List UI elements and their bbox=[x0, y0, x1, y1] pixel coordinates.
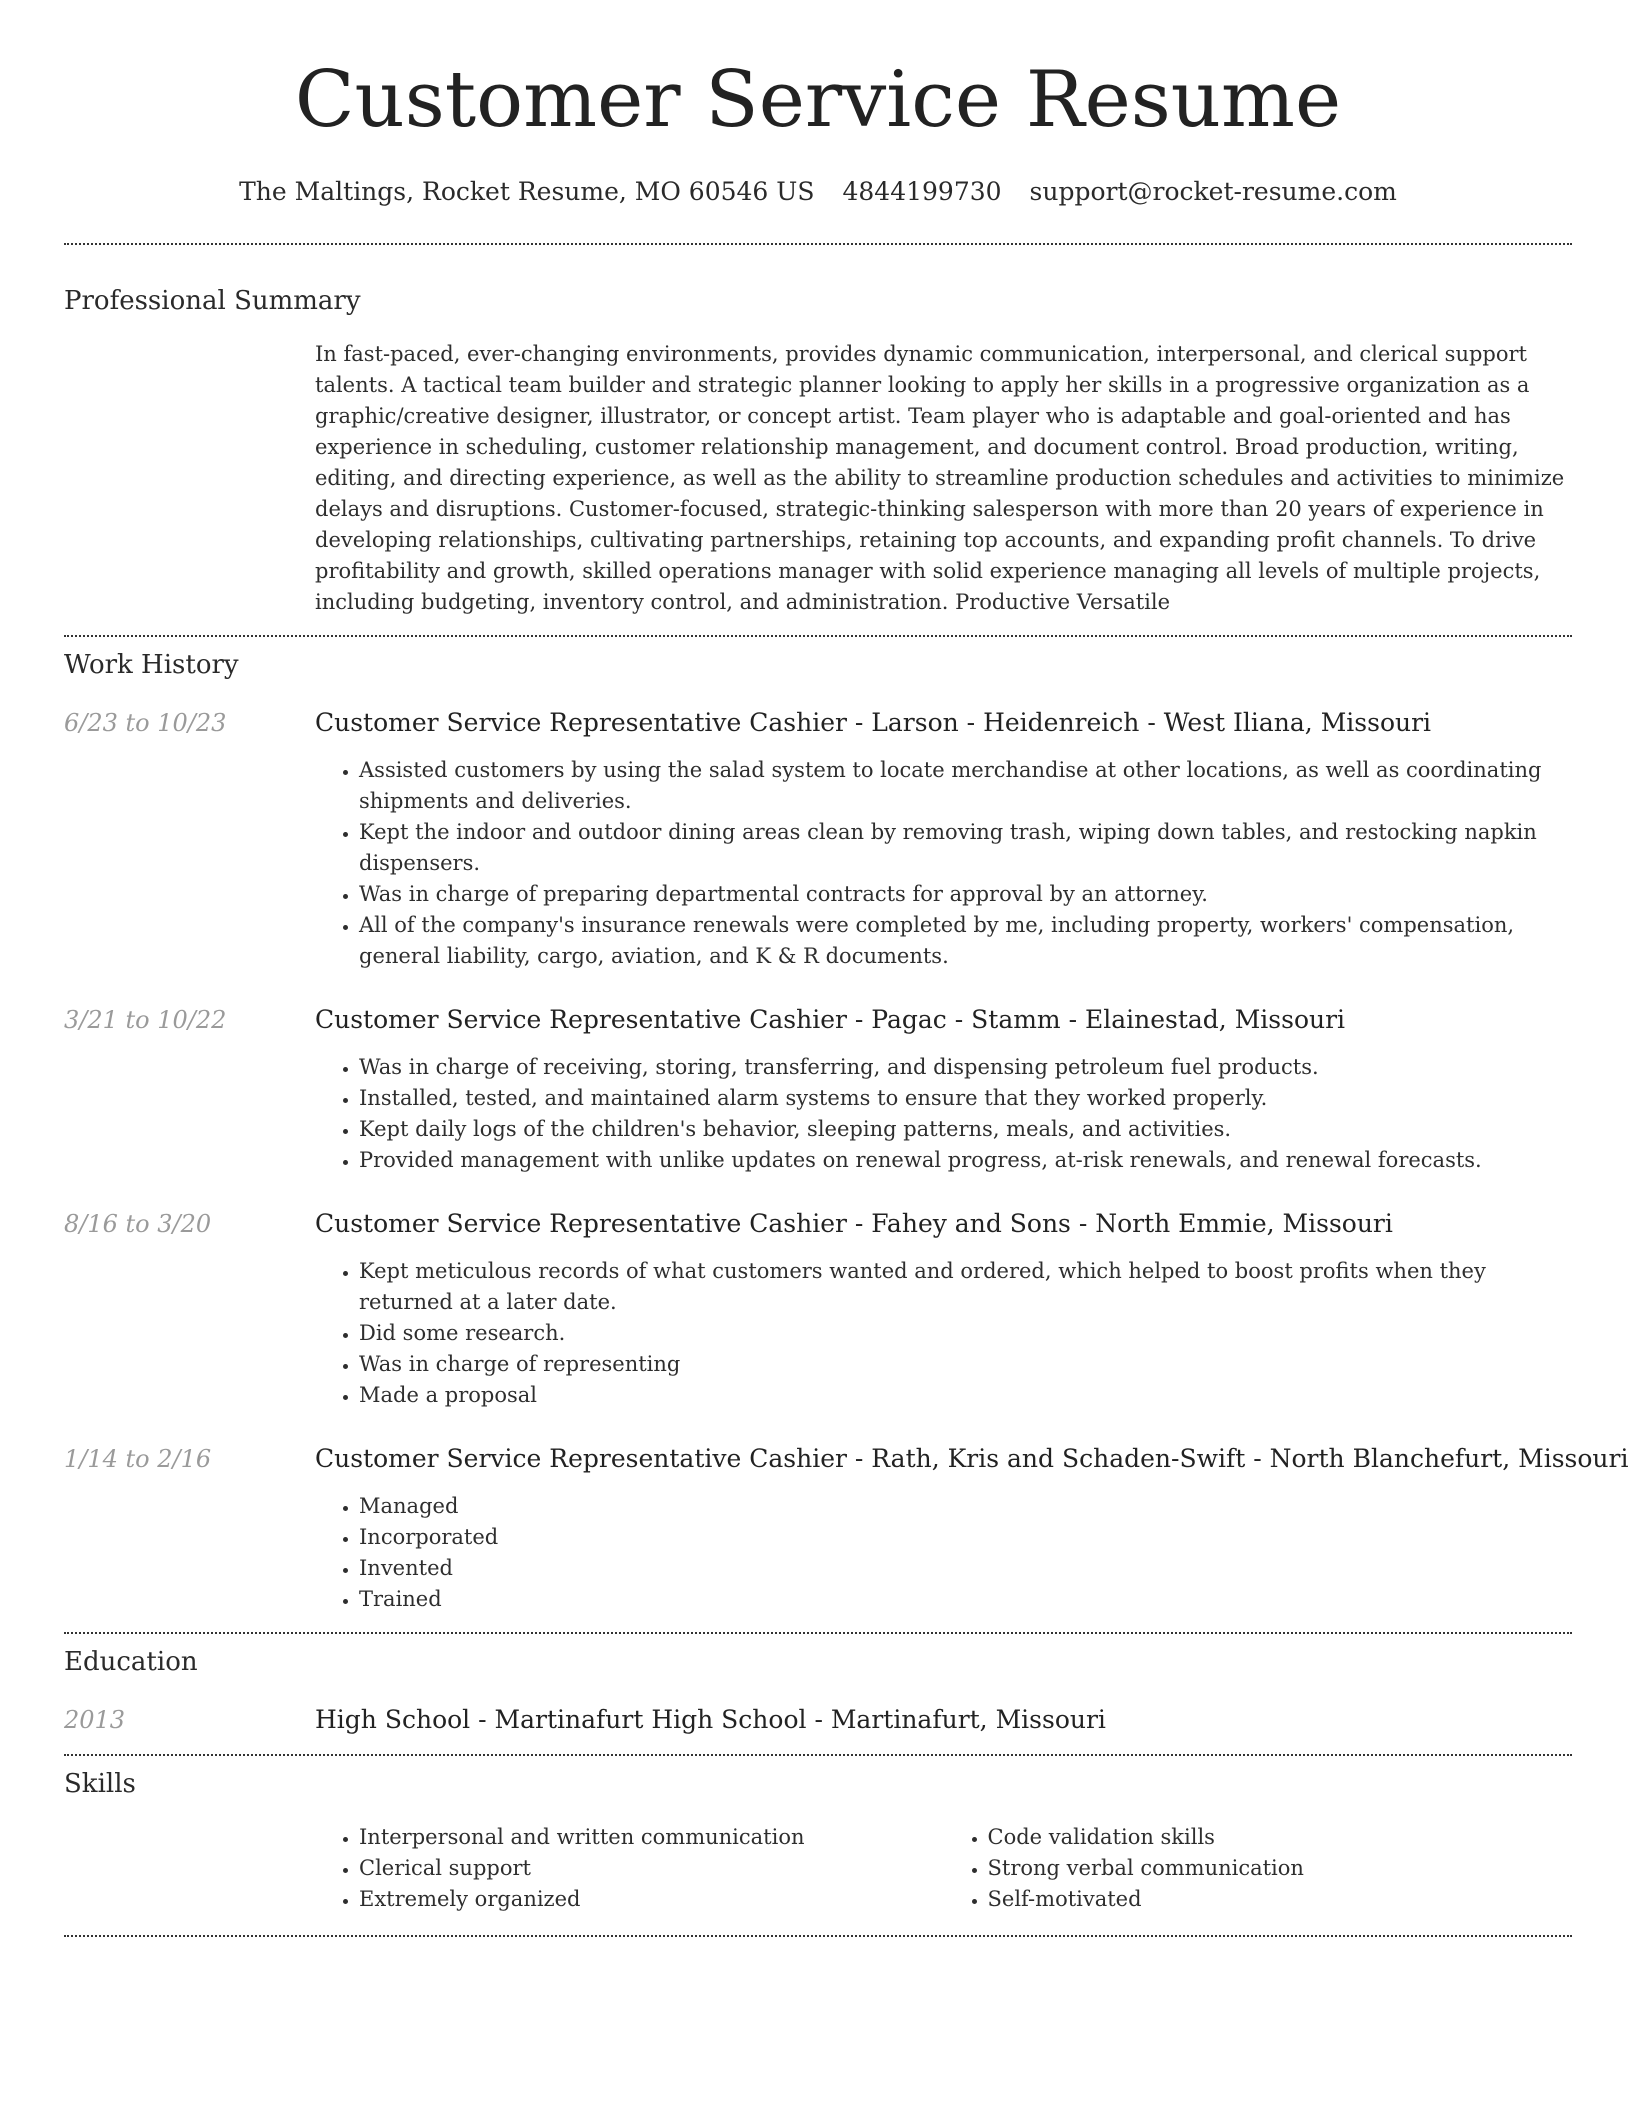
job-title: Customer Service Representative Cashier - Pagac - Stamm - Elainestad, Missouri bbox=[315, 1005, 1346, 1034]
list-item: • Installed, tested, and maintained alarm systems to ensure that they worked properly. bbox=[359, 1083, 1572, 1114]
skill-item: • Clerical support bbox=[359, 1853, 944, 1884]
job-title: Customer Service Representative Cashier - Rath, Kris and Schaden-Swift - North Blanchefurt, Missouri bbox=[315, 1444, 1629, 1473]
contact-phone: 4844199730 bbox=[842, 177, 1002, 206]
job-dates: 3/21 to 10/22 bbox=[64, 1006, 227, 1034]
list-item: • Was in charge of preparing departmental contracts for approval by an attorney. bbox=[359, 879, 1572, 910]
job-title: Customer Service Representative Cashier - Fahey and Sons - North Emmie, Missouri bbox=[315, 1209, 1393, 1238]
list-item: • Was in charge of representing bbox=[359, 1349, 1572, 1380]
job-entry bbox=[64, 707, 1572, 739]
job-title: Customer Service Representative Cashier - Larson - Heidenreich - West Iliana, Missouri bbox=[315, 708, 1432, 737]
job-dates: 8/16 to 3/20 bbox=[64, 1210, 212, 1238]
job-entry bbox=[64, 1208, 1572, 1240]
job-dates: 6/23 to 10/23 bbox=[64, 709, 227, 737]
list-item: • Incorporated bbox=[359, 1522, 1572, 1553]
list-item: • Was in charge of receiving, storing, transferring, and dispensing petroleum fuel products. bbox=[359, 1052, 1572, 1083]
list-item: • Assisted customers by using the salad system to locate merchandise at other locations, as well as coordinating shipments and deliveries. bbox=[359, 755, 1572, 817]
summary-text: In fast-paced, ever-changing environments, provides dynamic communication, interpersonal, and clerical support talents. A tactical team builder and strategic planner looking to apply her skills in a progressive organization as a graphic/creative designer, illustrator, or concept artist. Team player who is adaptable and goal-oriented and has experience in scheduling, customer relationship management, and document control. Broad production, writing, editing, and directing experience, as well as the ability to streamline production schedules and activities to minimize delays and disruptions. Customer-focused, strategic-thinking salesperson with more than 20 years of experience in developing relationships, cultivating partnerships, retaining top accounts, and expanding profit channels. To drive profitability and growth, skilled operations manager with solid experience managing all levels of multiple projects, including budgeting, inventory control, and administration. Productive Versatile bbox=[315, 342, 1565, 614]
skill-item: • Strong verbal communication bbox=[988, 1853, 1573, 1884]
contact-email: support@rocket-resume.com bbox=[1029, 177, 1397, 206]
list-item: • Managed bbox=[359, 1491, 1572, 1522]
list-item: • Kept the indoor and outdoor dining areas clean by removing trash, wiping down tables, and restocking napkin dispensers. bbox=[359, 817, 1572, 879]
job-bullets bbox=[64, 1052, 1572, 1176]
job-bullets bbox=[64, 1491, 1572, 1615]
list-item: • Invented bbox=[359, 1553, 1572, 1584]
education-detail: High School - Martinafurt High School - Martinafurt, Missouri bbox=[315, 1705, 1106, 1734]
list-item: • Kept daily logs of the children's behavior, sleeping patterns, meals, and activities. bbox=[359, 1114, 1572, 1145]
skill-item: • Interpersonal and written communication bbox=[359, 1822, 944, 1853]
skills-column-1 bbox=[315, 1822, 944, 1915]
job-entry bbox=[64, 1443, 1629, 1475]
list-item: • Kept meticulous records of what customers wanted and ordered, which helped to boost profits when they returned at a later date. bbox=[359, 1256, 1572, 1318]
section-title-education: Education bbox=[64, 1647, 198, 1677]
section-title-summary: Professional Summary bbox=[64, 286, 361, 316]
skill-item: • Self-motivated bbox=[988, 1884, 1573, 1915]
list-item: • Trained bbox=[359, 1584, 1572, 1615]
contact-address: The Maltings, Rocket Resume, MO 60546 US bbox=[239, 177, 815, 206]
list-item: • Did some research. bbox=[359, 1318, 1572, 1349]
skills-row bbox=[64, 1822, 1572, 1915]
education-entry bbox=[64, 1704, 1572, 1736]
job-entry bbox=[64, 1004, 1572, 1036]
divider bbox=[64, 635, 1572, 637]
list-item: • Made a proposal bbox=[359, 1380, 1572, 1411]
job-bullets bbox=[64, 1256, 1572, 1411]
divider bbox=[64, 1632, 1572, 1634]
divider bbox=[64, 1935, 1572, 1937]
job-dates: 1/14 to 2/16 bbox=[64, 1445, 212, 1473]
section-title-skills: Skills bbox=[64, 1769, 136, 1799]
section-title-work: Work History bbox=[64, 650, 239, 680]
list-item: • All of the company's insurance renewals were completed by me, including property, workers' compensation, general liability, cargo, aviation, and K & R documents. bbox=[359, 910, 1572, 972]
divider bbox=[64, 243, 1572, 245]
skill-item: • Extremely organized bbox=[359, 1884, 944, 1915]
resume-title: Customer Service Resume bbox=[294, 55, 1342, 145]
summary-row bbox=[64, 339, 1572, 618]
job-bullets bbox=[64, 755, 1572, 972]
contact-line bbox=[64, 176, 1572, 208]
divider bbox=[64, 1754, 1572, 1756]
skills-column-2 bbox=[944, 1822, 1573, 1915]
resume-page bbox=[64, 0, 1629, 1937]
education-year: 2013 bbox=[64, 1706, 126, 1734]
skill-item: • Code validation skills bbox=[988, 1822, 1573, 1853]
list-item: • Provided management with unlike updates on renewal progress, at-risk renewals, and renewal forecasts. bbox=[359, 1145, 1572, 1176]
